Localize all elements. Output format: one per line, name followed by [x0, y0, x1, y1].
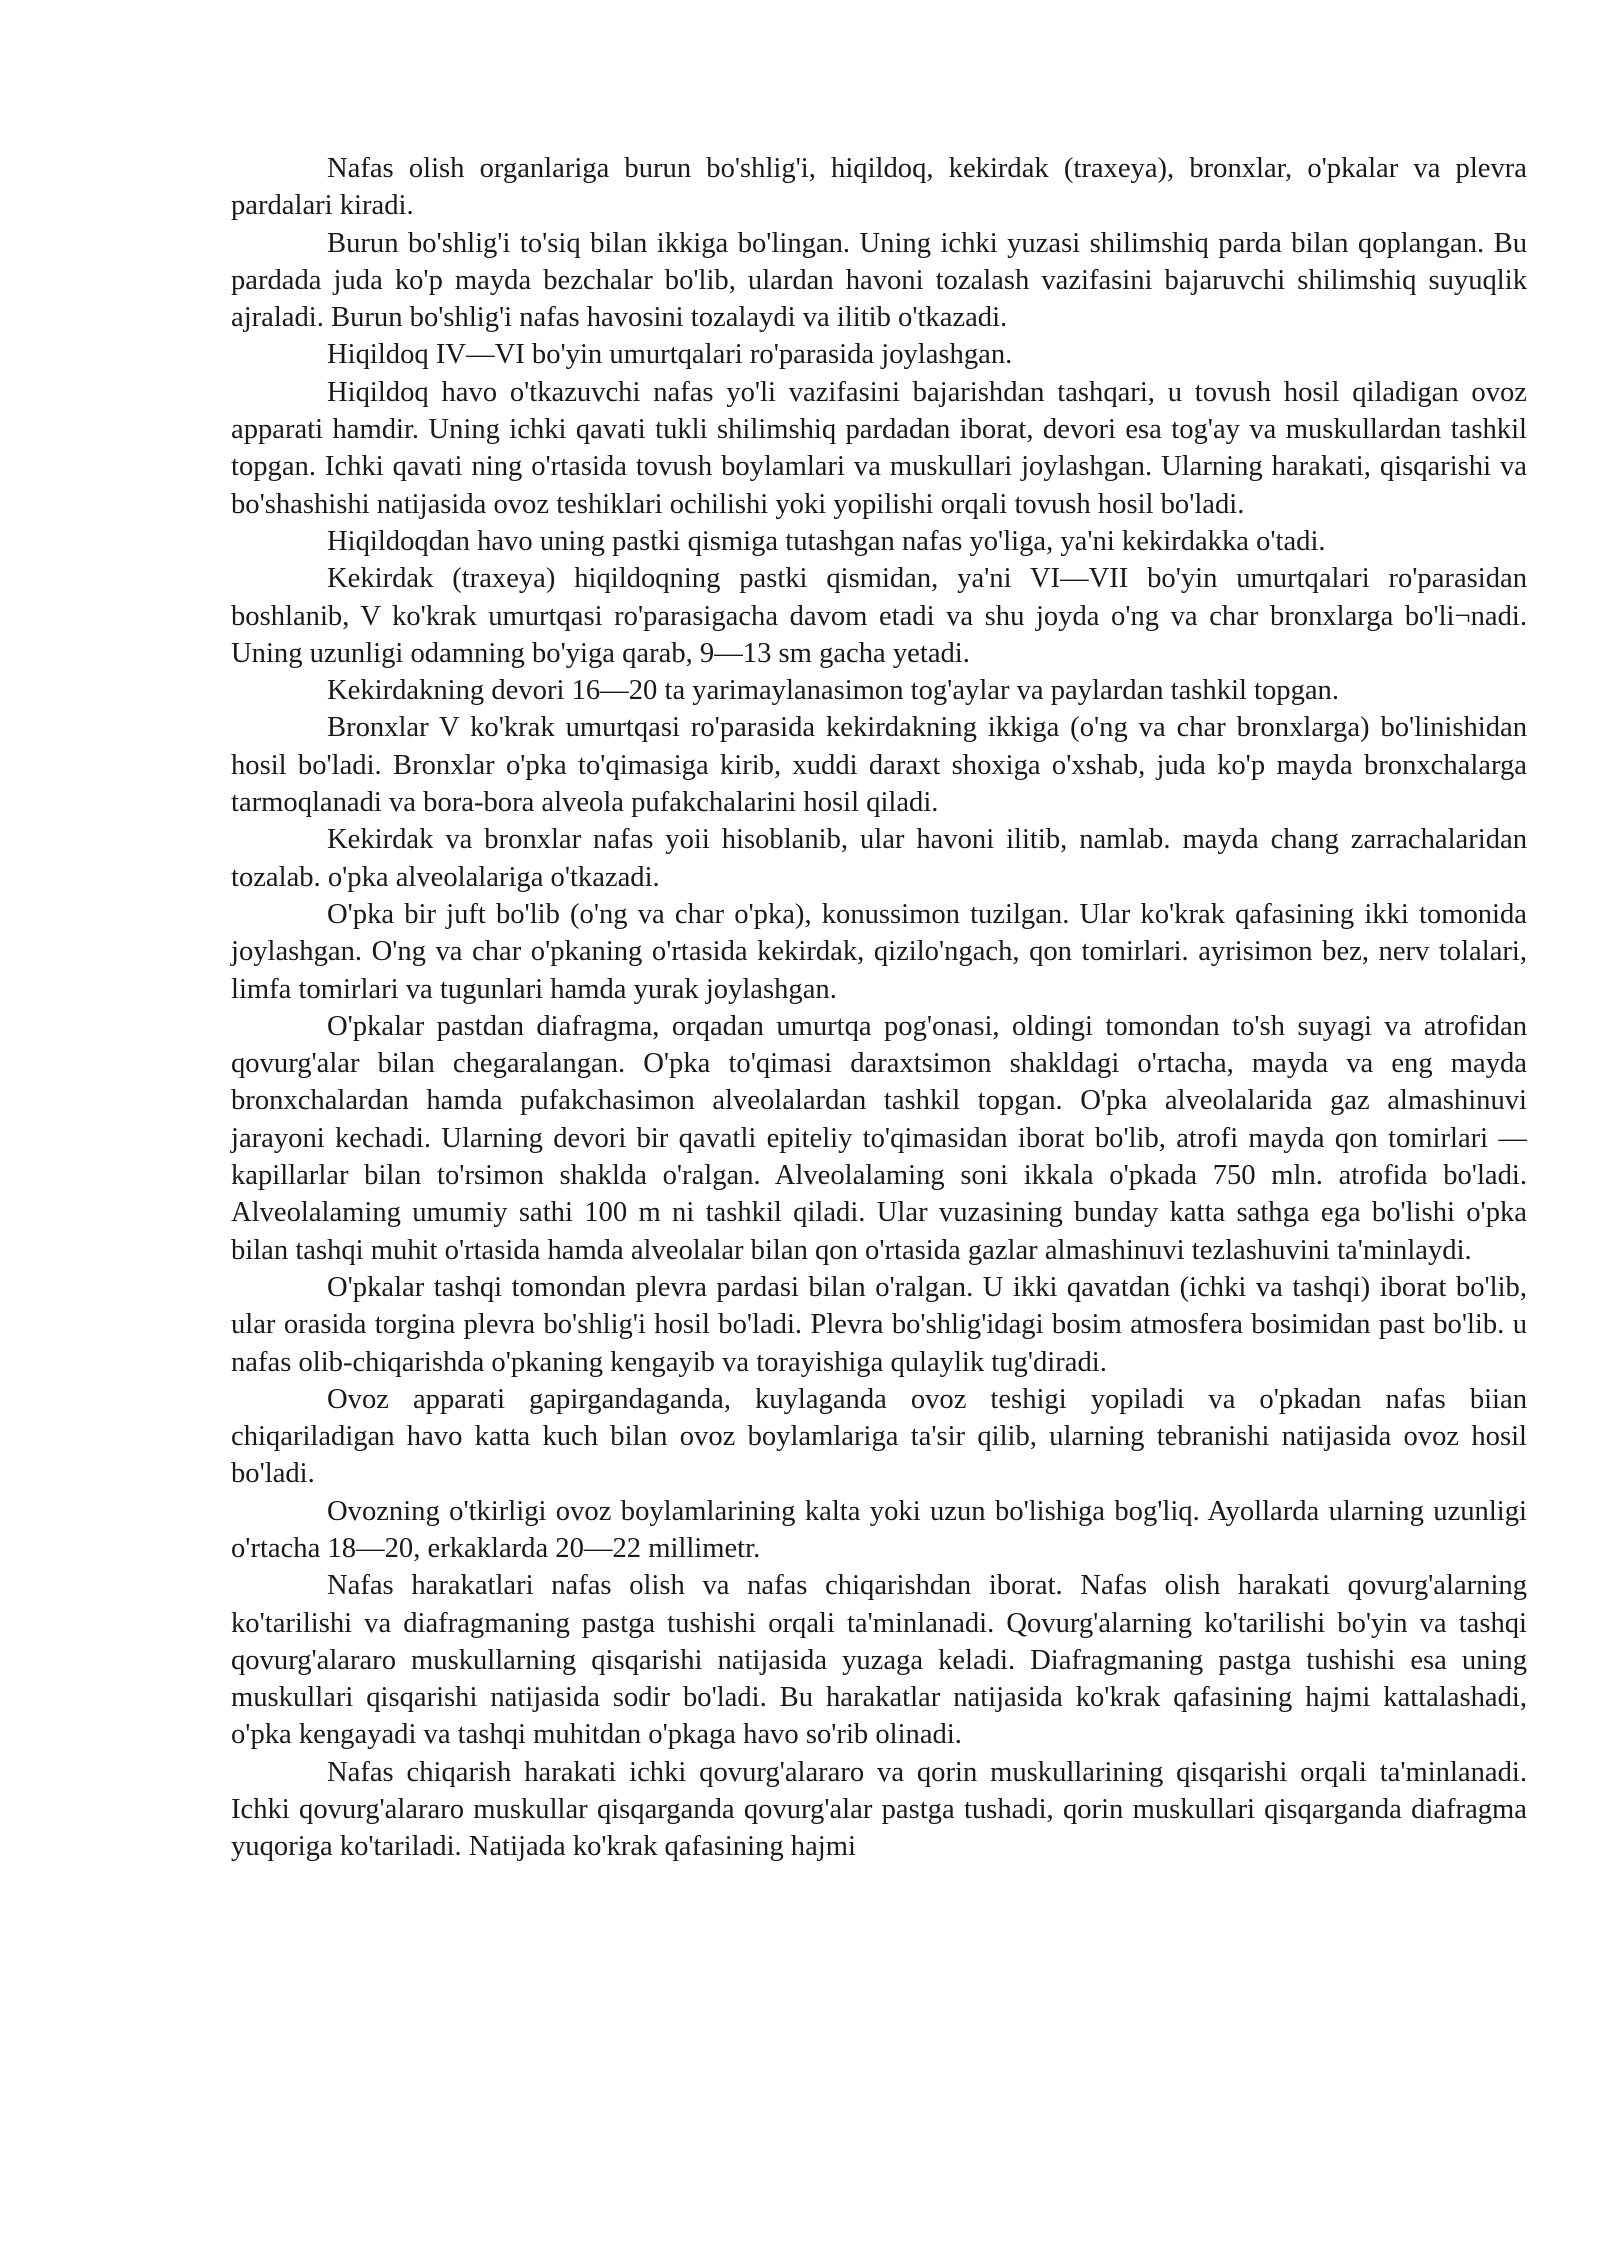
paragraph: Kekirdakning devori 16—20 ta yarimaylanasimon tog'aylar va paylardan tashkil topgan. — [327, 675, 1340, 707]
document-page — [231, 150, 1527, 1866]
paragraph: Hiqildoq IV—VI bo'yin umurtqalari ro'parasida joylashgan. — [327, 339, 1013, 371]
paragraph: O'pkalar pastdan diafragma, orqadan umurtqa pog'onasi, oldingi tomondan to'sh suyagi va atrofidan qovurg'alar bilan chegaralangan. O'pka to'qimasi daraxtsimon shakldagi o'rtacha, mayda va eng mayda bronxchalardan hamda pufakchasimon alveolalardan tashkil topgan. O'pka alveolalarida gaz almashinuvi jarayoni kechadi. Ularning devori bir qavatli epiteliy to'qimasidan iborat bo'lib, atrofi mayda qon tomirlari — kapillarlar bilan to'rsimon shaklda o'ralgan. Alveolalaming soni ikkala o'pkada 750 mln. atrofida bo'ladi. Alveolalaming umumiy sathi 100 m ni tashkil qiladi. Ular vuzasining bunday katta sathga ega bo'lishi o'pka bilan tashqi muhit o'rtasida hamda alveolalar bilan qon o'rtasida gazlar almashinuvi tezlashuvini ta'minlaydi. — [231, 1010, 1527, 1266]
paragraph: Kekirdak va bronxlar nafas yoii hisoblanib, ular havoni ilitib, namlab. mayda chang zarrachalaridan tozalab. o'pka alveolalariga o'tkazadi. — [231, 824, 1527, 893]
paragraph: Ovozning o'tkirligi ovoz boylamlarining kalta yoki uzun bo'lishiga bog'liq. Ayollarda ularning uzunligi o'rtacha 18—20, erkaklarda 20—22 millimetr. — [231, 1495, 1527, 1564]
paragraph: Burun bo'shlig'i to'siq bilan ikkiga bo'lingan. Uning ichki yuzasi shilimshiq parda bilan qoplangan. Bu pardada juda ko'p mayda bezchalar bo'lib, ulardan havoni tozalash vazifasini bajaruvchi shilimshiq suyuqlik ajraladi. Burun bo'shlig'i nafas havosini tozalaydi va ilitib o'tkazadi. — [231, 227, 1527, 334]
paragraph: Bronxlar V ko'krak umurtqasi ro'parasida kekirdakning ikkiga (o'ng va char bronxlarga) bo'linishidan hosil bo'ladi. Bronxlar o'pka to'qimasiga kirib, xuddi daraxt shoxiga o'xshab, juda ko'p mayda bronxchalarga tarmoqlanadi va bora-bora alveola pufakchalarini hosil qiladi. — [231, 712, 1527, 819]
paragraph: Kekirdak (traxeya) hiqildoqning pastki qismidan, ya'ni VI—VII bo'yin umurtqalari ro'parasidan boshlanib, V ko'krak umurtqasi ro'parasigacha davom etadi va shu joyda o'ng va char bronxlarga bo'li¬nadi. Uning uzunligi odamning bo'yiga qarab, 9—13 sm gacha yetadi. — [231, 563, 1527, 669]
paragraph: Hiqildoq havo o'tkazuvchi nafas yo'li vazifasini bajarishdan tashqari, u tovush hosil qiladigan ovoz apparati hamdir. Uning ichki qavati tukli shilimshiq pardadan iborat, devori esa tog'ay va muskullardan tashkil topgan. Ichki qavati ning o'rtasida tovush boylamlari va muskullari joylashgan. Ularning harakati, qisqarishi va bo'shashishi natijasida ovoz teshiklari ochilishi yoki yopilishi orqali tovush hosil bo'ladi. — [231, 376, 1527, 520]
paragraph: Ovoz apparati gapirgandaganda, kuylaganda ovoz teshigi yopiladi va o'pkadan nafas biian chiqariladigan havo katta kuch bilan ovoz boylamlariga ta'sir qilib, ularning tebranishi natijasida ovoz hosil bo'ladi. — [231, 1383, 1527, 1490]
paragraph: Hiqildoqdan havo uning pastki qismiga tutashgan nafas yo'liga, ya'ni kekirdakka o'tadi. — [327, 525, 1326, 557]
paragraph: Nafas harakatlari nafas olish va nafas chiqarishdan iborat. Nafas olish harakati qovurg'alarning ko'tarilishi va diafragmaning pastga tushishi orqali ta'minlanadi. Qovurg'alarning ko'tarilishi bo'yin va tashqi qovurg'alararo muskullarning qisqarishi natijasida yuzaga keladi. Diafragmaning pastga tushishi esa uning muskullari qisqarishi natijasida sodir bo'ladi. Bu harakatlar natijasida ko'krak qafasining hajmi kattalashadi, o'pka kengayadi va tashqi muhitdan o'pkaga havo so'rib olinadi. — [231, 1570, 1527, 1751]
paragraph: Nafas chiqarish harakati ichki qovurg'alararo va qorin muskullarining qisqarishi orqali ta'minlanadi. Ichki qovurg'alararo muskullar qisqarganda qovurg'alar pastga tushadi, qorin muskullari qisqarganda diafragma yuqoriga ko'tariladi. Natijada ko'krak qafasining hajmi — [231, 1756, 1527, 1863]
paragraph: Nafas olish organlariga burun bo'shlig'i, hiqildoq, kekirdak (traxeya), bronxlar, o'pkalar va plevra pardalari kiradi. — [231, 153, 1527, 222]
paragraph: O'pka bir juft bo'lib (o'ng va char o'pka), konussimon tuzilgan. Ular ko'krak qafasining ikki tomonida joylashgan. O'ng va char o'pkaning o'rtasida kekirdak, qizilo'ngach, qon tomirlari. ayrisimon bez, nerv tolalari, limfa tomirlari va tugunlari hamda yurak joylashgan. — [231, 898, 1527, 1005]
paragraph: O'pkalar tashqi tomondan plevra pardasi bilan o'ralgan. U ikki qavatdan (ichki va tashqi) iborat bo'lib, ular orasida torgina plevra bo'shlig'i hosil bo'ladi. Plevra bo'shlig'idagi bosim atmosfera bosimidan past bo'lib. u nafas olib-chiqarishda o'pkaning kengayib va torayishiga qulaylik tug'diradi. — [231, 1271, 1527, 1378]
